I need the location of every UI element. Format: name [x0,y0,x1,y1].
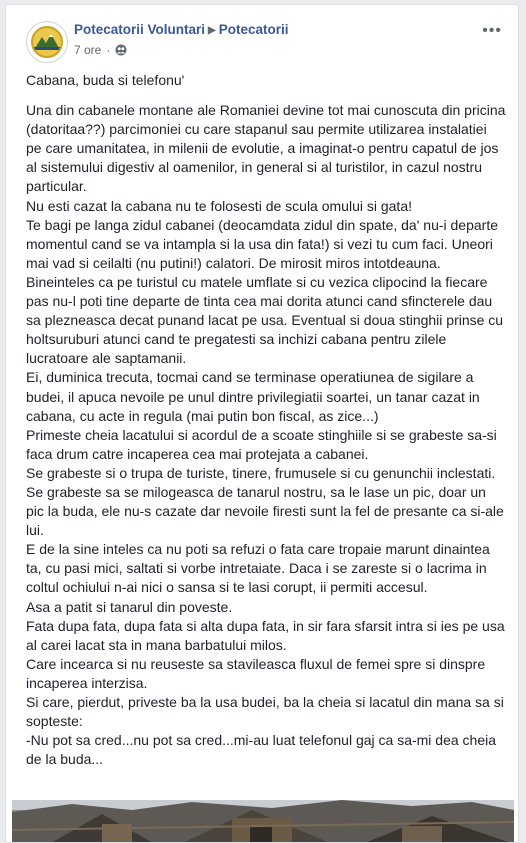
post-paragraph: Asa a patit si tanarul din poveste. [26,598,233,615]
cabin-photo-image [12,800,514,843]
post-timestamp[interactable]: 7 ore [74,43,102,57]
post-paragraph: E de la sine inteles ca nu poti sa refuzi o fata care tropaie marunt dinaintea ta, cu pasi mici, saltati si vorbe intretaiate. Daca i se zareste si o lacrima in coltul ochiului n-ai nici o sansa si te lasi corupt, ii permiti accesul. [26,541,490,596]
post-paragraph: -Nu pot sa cred...nu pot sa cred...mi-au luat telefonul gaj ca sa-mi dea cheia de la buda... [26,732,497,768]
post-paragraph: Primeste cheia lacatului si acordul de a scoate stinghiile si se grabeste sa-si faca drum catre incaperea cea mai protejata a cabanei. [26,426,497,462]
group-avatar[interactable] [26,21,68,63]
post-paragraph: Fata dupa fata, dupa fata si alta dupa fata, in sir fara sfarsit intra si ies pe usa al carei lacat sta in mana barbatului milos. [26,617,505,653]
post-paragraph: Una din cabanele montane ale Romaniei devine tot mai cunoscuta din pricina (datoritaa??) parcimoniei cu care stapanul sau permite utilizarea instalatiei pe care umanitatea, in milenii de evolutie, a imaginat-o pentru capatul de jos al sistemului digestiv al oamenilor, in general si al turistilor, in cazul nostru particular. [26,102,506,195]
post-paragraph: Nu esti cazat la cabana nu te folosesti de scula omului si gata! [26,197,412,214]
post-paragraph: Care incearca si nu reuseste sa stavileasca fluxul de femei spre si dinspre incaperea interzisa. [26,655,486,691]
post-card [5,4,519,843]
more-dots-icon[interactable]: ••• [482,22,502,39]
arrow-right-icon: ▶ [208,25,216,36]
group-link[interactable]: Potecatorii [218,22,289,37]
logo-emblem-icon [27,22,67,62]
post-paragraph: Si care, pierdut, priveste ba la usa budei, ba la cheia si lacatul din mana sa si sopteste: [26,694,504,730]
post-paragraph: Bineinteles ca pe turistul cu matele umflate si cu vezica clipocind la fiecare pas nu-l poti tine departe de tinta cea mai dorita atunci cand sfincterele dau sa plezneasca decat punand lacat pe usa. Eventual si doua stinghii prinse cu holtsuruburi atunci cand te pregatesti sa inchizi cabana pentru zilele lucratoare ale saptamanii. [26,273,504,367]
separator-dot: · [106,43,111,57]
post-photo[interactable] [12,800,514,843]
post-paragraph: Se grabeste si o trupa de turiste, tinere, frumusele si cu genunchii inclestati. Se grabeste sa se milogeasca de tanarul nostru, sa le lase un pic, doar un pic la buda, ele nu-s cazate dar nevoile firesti sunt la fel de presante ca si-ale lui. [26,464,504,539]
post-authors [74,22,289,37]
post-title: Cabana, buda si telefonu' [26,72,185,88]
post-paragraph: Ei, duminica trecuta, tocmai cand se terminase operatiunea de sigilare a budei, il apuca nevoile pe unul dintre privilegiatii soartei, un tanar cazat in cabana, cu acte in regula (mai putin bon fiscal, as zice...) [26,369,480,424]
author-link[interactable]: Potecatorii Voluntari [74,22,206,37]
post-body [26,71,506,769]
friends-globe-icon[interactable] [115,44,127,56]
post-header [6,5,518,63]
post-paragraph: Te bagi pe langa zidul cabanei (deocamdata zidul din spate, da' nu-i departe momentul cand se va intampla si la usa din fata!) si vezi tu cum faci. Uneori mai vad si ceilalti (nu putini!) calatori. De mirosit miros intotdeauna. [26,216,498,271]
post-meta [74,43,127,57]
